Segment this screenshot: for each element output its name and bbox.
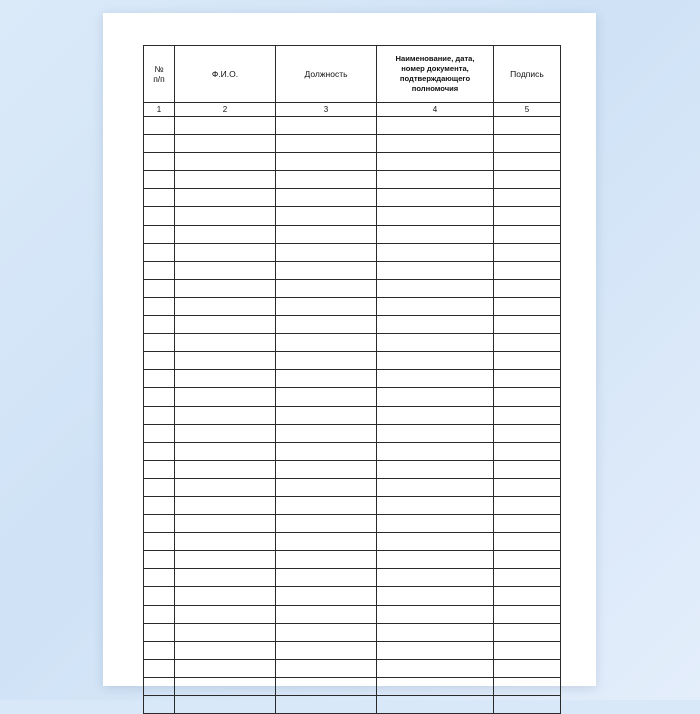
table-cell[interactable]	[144, 696, 175, 714]
table-cell[interactable]	[494, 370, 561, 388]
table-row[interactable]	[144, 334, 561, 352]
table-cell[interactable]	[144, 587, 175, 605]
table-cell[interactable]	[494, 442, 561, 460]
table-row[interactable]	[144, 352, 561, 370]
table-cell[interactable]	[144, 279, 175, 297]
table-cell[interactable]	[175, 605, 276, 623]
table-row[interactable]	[144, 225, 561, 243]
table-cell[interactable]	[175, 171, 276, 189]
table-cell[interactable]	[276, 424, 377, 442]
table-cell[interactable]	[276, 569, 377, 587]
table-cell[interactable]	[494, 696, 561, 714]
table-cell[interactable]	[144, 677, 175, 695]
table-cell[interactable]	[144, 352, 175, 370]
table-cell[interactable]	[494, 388, 561, 406]
table-cell[interactable]	[494, 334, 561, 352]
table-cell[interactable]	[144, 515, 175, 533]
table-cell[interactable]	[144, 551, 175, 569]
table-cell[interactable]	[144, 641, 175, 659]
header-row	[144, 46, 561, 103]
table-row[interactable]	[144, 171, 561, 189]
table-header	[144, 46, 561, 117]
table-cell[interactable]	[377, 135, 494, 153]
table-cell[interactable]	[494, 117, 561, 135]
table-cell[interactable]	[276, 677, 377, 695]
table-cell[interactable]	[494, 551, 561, 569]
table-cell[interactable]	[494, 279, 561, 297]
table-cell[interactable]	[377, 551, 494, 569]
header-document-line1: Наименование, дата,	[395, 53, 475, 63]
table-cell[interactable]	[175, 569, 276, 587]
table-cell[interactable]	[276, 496, 377, 514]
table-cell[interactable]	[175, 261, 276, 279]
table-row[interactable]	[144, 623, 561, 641]
table-cell[interactable]	[377, 659, 494, 677]
table-cell[interactable]	[494, 189, 561, 207]
table-cell[interactable]	[276, 388, 377, 406]
table-cell[interactable]	[144, 117, 175, 135]
table-cell[interactable]	[276, 605, 377, 623]
table-row[interactable]	[144, 189, 561, 207]
table-cell[interactable]	[377, 533, 494, 551]
table-cell[interactable]	[175, 515, 276, 533]
table-container	[143, 45, 560, 714]
table-cell[interactable]	[276, 587, 377, 605]
table-row[interactable]	[144, 370, 561, 388]
table-row[interactable]	[144, 605, 561, 623]
header-cell-number	[144, 46, 175, 103]
table-cell[interactable]	[175, 388, 276, 406]
table-cell[interactable]	[175, 460, 276, 478]
table-cell[interactable]	[377, 171, 494, 189]
table-cell[interactable]	[494, 533, 561, 551]
table-cell[interactable]	[175, 316, 276, 334]
table-cell[interactable]	[144, 135, 175, 153]
table-cell[interactable]	[144, 533, 175, 551]
table-row[interactable]	[144, 677, 561, 695]
table-cell[interactable]	[276, 533, 377, 551]
table-cell[interactable]	[377, 279, 494, 297]
table-cell[interactable]	[377, 153, 494, 171]
table-row[interactable]	[144, 424, 561, 442]
table-cell[interactable]	[494, 352, 561, 370]
table-cell[interactable]	[494, 171, 561, 189]
table-cell[interactable]	[276, 261, 377, 279]
table-row[interactable]	[144, 460, 561, 478]
table-cell[interactable]	[494, 460, 561, 478]
table-cell[interactable]	[276, 352, 377, 370]
document-sheet	[103, 13, 596, 686]
table-cell[interactable]	[377, 370, 494, 388]
table-cell[interactable]	[175, 279, 276, 297]
table-cell[interactable]	[276, 207, 377, 225]
table-cell[interactable]	[144, 424, 175, 442]
table-cell[interactable]	[377, 623, 494, 641]
table-row[interactable]	[144, 153, 561, 171]
table-row[interactable]	[144, 117, 561, 135]
table-cell[interactable]	[276, 641, 377, 659]
table-cell[interactable]	[175, 659, 276, 677]
table-cell[interactable]	[377, 641, 494, 659]
table-cell[interactable]	[175, 623, 276, 641]
table-cell[interactable]	[175, 370, 276, 388]
table-row[interactable]	[144, 641, 561, 659]
table-cell[interactable]	[175, 551, 276, 569]
table-row[interactable]	[144, 207, 561, 225]
header-document-line4: полномочия	[411, 84, 459, 94]
table-cell[interactable]	[175, 243, 276, 261]
table-row[interactable]	[144, 478, 561, 496]
table-cell[interactable]	[377, 117, 494, 135]
table-cell[interactable]	[377, 297, 494, 315]
table-row[interactable]	[144, 587, 561, 605]
header-document-line3: подтверждающего	[399, 74, 471, 83]
table-cell[interactable]	[144, 406, 175, 424]
table-cell[interactable]	[144, 189, 175, 207]
table-cell[interactable]	[175, 496, 276, 514]
table-cell[interactable]	[175, 117, 276, 135]
table-cell[interactable]	[377, 569, 494, 587]
table-cell[interactable]	[144, 605, 175, 623]
table-cell[interactable]	[494, 478, 561, 496]
table-cell[interactable]	[276, 623, 377, 641]
table-row[interactable]	[144, 279, 561, 297]
table-cell[interactable]	[494, 225, 561, 243]
table-cell[interactable]	[175, 442, 276, 460]
table-cell[interactable]	[144, 388, 175, 406]
table-cell[interactable]	[377, 243, 494, 261]
table-cell[interactable]	[494, 641, 561, 659]
table-cell[interactable]	[494, 316, 561, 334]
table-cell[interactable]	[175, 533, 276, 551]
table-cell[interactable]	[175, 641, 276, 659]
table-cell[interactable]	[377, 352, 494, 370]
table-cell[interactable]	[144, 153, 175, 171]
table-row[interactable]	[144, 659, 561, 677]
table-cell[interactable]	[494, 623, 561, 641]
table-cell[interactable]	[175, 677, 276, 695]
table-cell[interactable]	[144, 569, 175, 587]
table-cell[interactable]	[377, 587, 494, 605]
table-cell[interactable]	[377, 515, 494, 533]
table-cell[interactable]	[494, 207, 561, 225]
table-cell[interactable]	[377, 207, 494, 225]
table-cell[interactable]	[276, 153, 377, 171]
table-row[interactable]	[144, 442, 561, 460]
table-cell[interactable]	[276, 442, 377, 460]
table-cell[interactable]	[144, 460, 175, 478]
table-cell[interactable]	[377, 261, 494, 279]
table-cell[interactable]	[175, 406, 276, 424]
table-cell[interactable]	[175, 153, 276, 171]
table-cell[interactable]	[144, 334, 175, 352]
table-cell[interactable]	[144, 243, 175, 261]
table-row[interactable]	[144, 696, 561, 714]
table-cell[interactable]	[144, 442, 175, 460]
table-row[interactable]	[144, 551, 561, 569]
table-cell[interactable]	[276, 370, 377, 388]
table-cell[interactable]	[144, 370, 175, 388]
table-row[interactable]	[144, 515, 561, 533]
header-number-line2: п/п	[153, 74, 165, 84]
table-cell[interactable]	[494, 297, 561, 315]
table-cell[interactable]	[377, 225, 494, 243]
table-cell[interactable]	[494, 135, 561, 153]
table-cell[interactable]	[175, 352, 276, 370]
table-cell[interactable]	[276, 478, 377, 496]
table-row[interactable]	[144, 496, 561, 514]
table-row[interactable]	[144, 297, 561, 315]
table-cell[interactable]	[175, 207, 276, 225]
table-cell[interactable]	[175, 334, 276, 352]
table-cell[interactable]	[494, 515, 561, 533]
table-row[interactable]	[144, 135, 561, 153]
table-cell[interactable]	[276, 297, 377, 315]
header-document-line2: номер документа,	[401, 63, 469, 73]
table-cell[interactable]	[276, 135, 377, 153]
table-row[interactable]	[144, 533, 561, 551]
table-cell[interactable]	[377, 388, 494, 406]
table-body	[144, 117, 561, 714]
table-cell[interactable]	[276, 334, 377, 352]
table-cell[interactable]	[377, 442, 494, 460]
table-cell[interactable]	[494, 243, 561, 261]
column-number-row	[144, 103, 561, 117]
table-cell[interactable]	[144, 659, 175, 677]
table-row[interactable]	[144, 243, 561, 261]
table-cell[interactable]	[276, 696, 377, 714]
table-cell[interactable]	[144, 316, 175, 334]
table-cell[interactable]	[494, 496, 561, 514]
column-number-5: 5	[494, 103, 561, 117]
table-cell[interactable]	[276, 551, 377, 569]
table-cell[interactable]	[494, 677, 561, 695]
table-cell[interactable]	[144, 623, 175, 641]
table-cell[interactable]	[276, 406, 377, 424]
table-cell[interactable]	[377, 605, 494, 623]
table-row[interactable]	[144, 316, 561, 334]
table-cell[interactable]	[377, 496, 494, 514]
table-cell[interactable]	[175, 189, 276, 207]
table-cell[interactable]	[377, 696, 494, 714]
header-cell-position: Должность	[276, 46, 377, 103]
table-cell[interactable]	[144, 207, 175, 225]
header-number-line1: №	[154, 63, 164, 74]
table-cell[interactable]	[276, 279, 377, 297]
table-cell[interactable]	[377, 334, 494, 352]
table-cell[interactable]	[276, 243, 377, 261]
table-cell[interactable]	[494, 659, 561, 677]
table-cell[interactable]	[144, 297, 175, 315]
table-cell[interactable]	[144, 171, 175, 189]
table-row[interactable]	[144, 569, 561, 587]
table-cell[interactable]	[377, 316, 494, 334]
table-cell[interactable]	[144, 225, 175, 243]
table-cell[interactable]	[276, 515, 377, 533]
header-cell-signature: Подпись	[494, 46, 561, 103]
table-cell[interactable]	[144, 478, 175, 496]
table-cell[interactable]	[175, 478, 276, 496]
table-row[interactable]	[144, 388, 561, 406]
table-row[interactable]	[144, 261, 561, 279]
table-cell[interactable]	[377, 424, 494, 442]
table-cell[interactable]	[494, 587, 561, 605]
table-cell[interactable]	[494, 153, 561, 171]
table-cell[interactable]	[276, 225, 377, 243]
column-number-1: 1	[144, 103, 175, 117]
table-cell[interactable]	[175, 297, 276, 315]
table-cell[interactable]	[494, 424, 561, 442]
table-cell[interactable]	[175, 587, 276, 605]
column-number-4: 4	[377, 103, 494, 117]
table-cell[interactable]	[377, 406, 494, 424]
table-cell[interactable]	[494, 406, 561, 424]
table-cell[interactable]	[377, 460, 494, 478]
table-cell[interactable]	[276, 189, 377, 207]
table-cell[interactable]	[175, 424, 276, 442]
table-cell[interactable]	[276, 316, 377, 334]
table-cell[interactable]	[276, 171, 377, 189]
table-cell[interactable]	[377, 189, 494, 207]
table-cell[interactable]	[494, 261, 561, 279]
header-cell-fullname: Ф.И.О.	[175, 46, 276, 103]
column-number-3: 3	[276, 103, 377, 117]
table-cell[interactable]	[175, 135, 276, 153]
table-cell[interactable]	[276, 659, 377, 677]
table-cell[interactable]	[377, 478, 494, 496]
table-cell[interactable]	[494, 569, 561, 587]
table-cell[interactable]	[175, 225, 276, 243]
table-cell[interactable]	[175, 696, 276, 714]
authorization-register-table	[143, 45, 561, 714]
column-number-2: 2	[175, 103, 276, 117]
header-cell-document	[377, 46, 494, 103]
table-cell[interactable]	[144, 261, 175, 279]
table-cell[interactable]	[494, 605, 561, 623]
table-cell[interactable]	[377, 677, 494, 695]
table-cell[interactable]	[276, 460, 377, 478]
table-cell[interactable]	[276, 117, 377, 135]
table-cell[interactable]	[144, 496, 175, 514]
table-row[interactable]	[144, 406, 561, 424]
